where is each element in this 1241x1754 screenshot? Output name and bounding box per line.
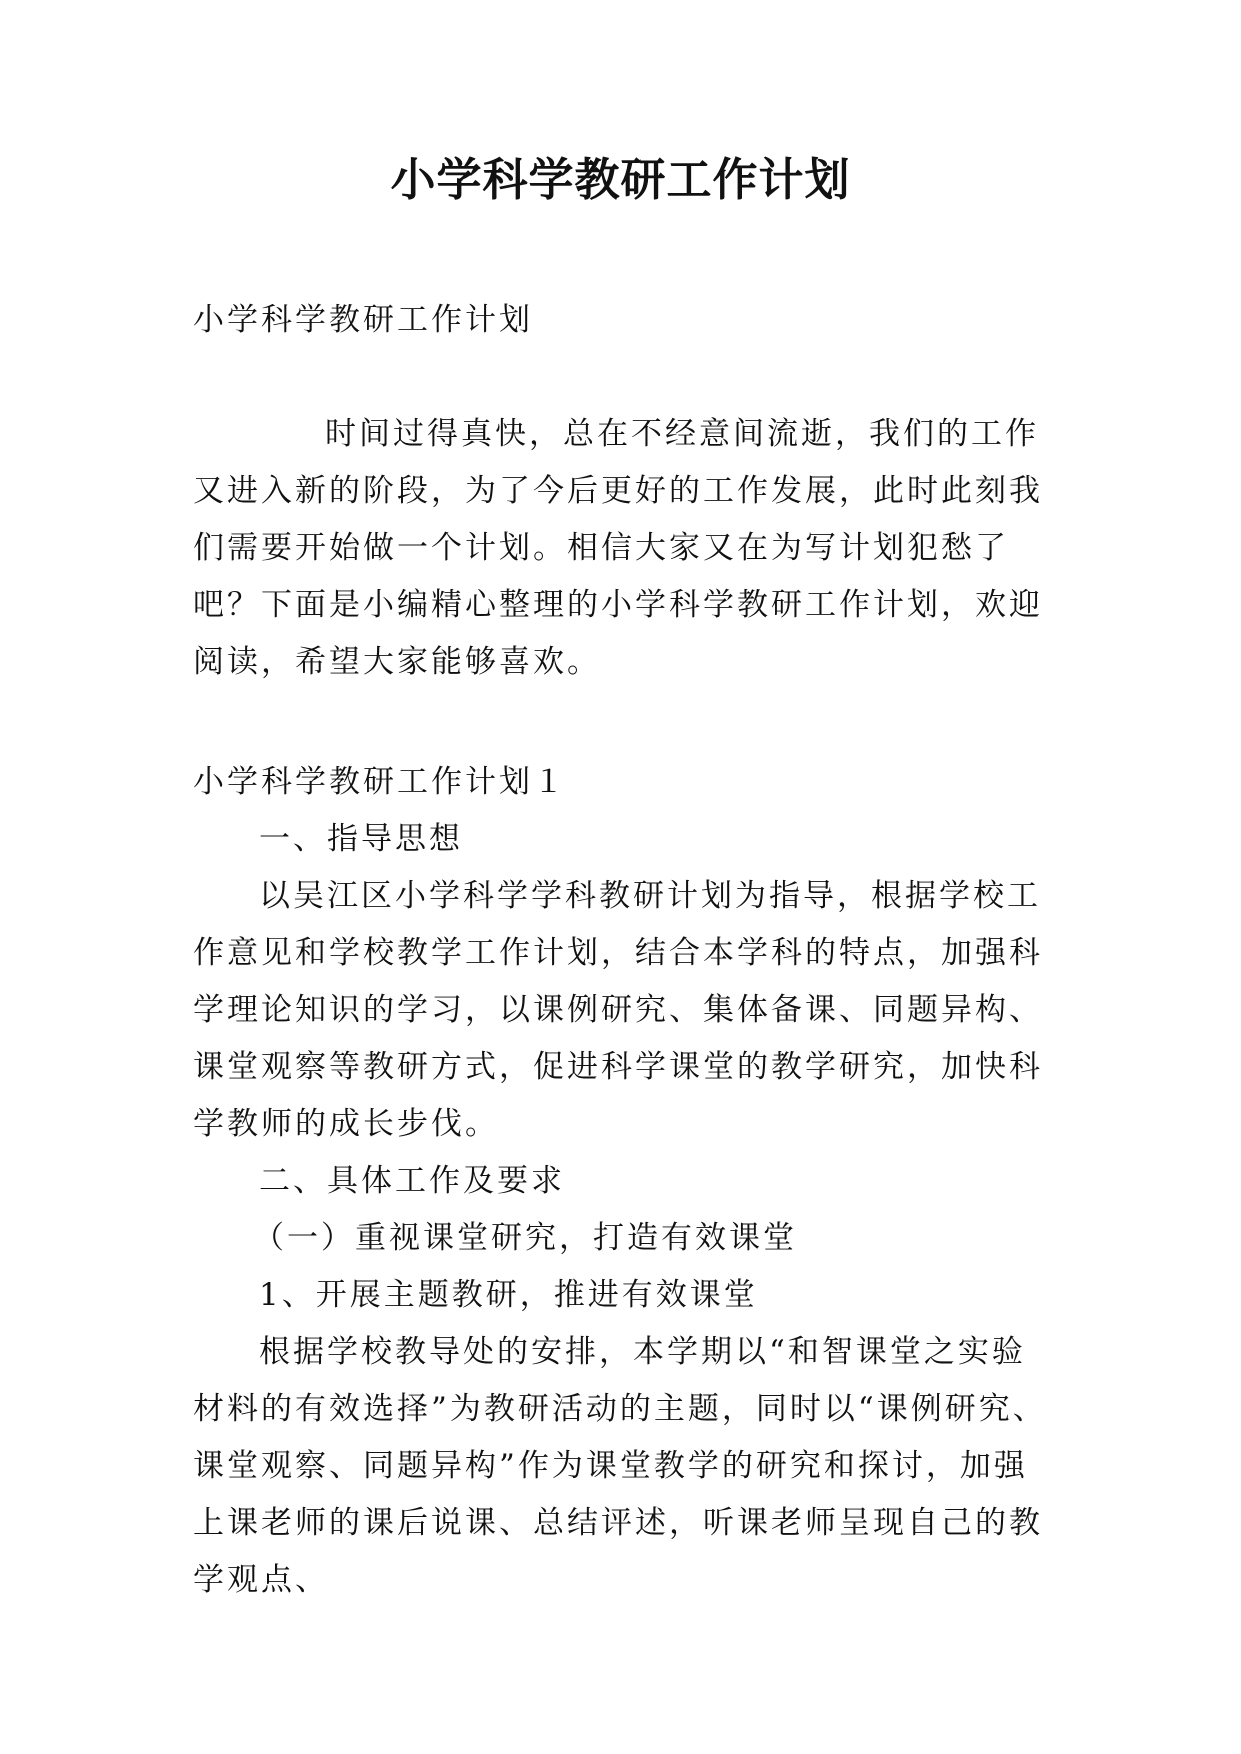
section-plan-1 xyxy=(193,754,1057,1609)
intro-paragraph: 时间过得真快，总在不经意间流逝，我们的工作又进入新的阶段，为了今后更好的工作发展，此时此刻我们需要开始做一个计划。相信大家又在为写计划犯愁了吧？下面是小编精心整理的小学科学教研工作计划，欢迎阅读，希望大家能够喜欢。 xyxy=(193,416,1043,680)
part2-heading: 二、具体工作及要求 xyxy=(259,1163,565,1199)
part1-paragraph: 以吴江区小学科学学科教研计划为指导，根据学校工作意见和学校教学工作计划，结合本学科的特点，加强科学理论知识的学习，以课例研究、集体备课、同题异构、课堂观察等教研方式，促进科学课堂的教学研究，加快科学教师的成长步伐。 xyxy=(193,878,1043,1142)
item1-paragraph: 根据学校教导处的安排，本学期以“和智课堂之实验材料的有效选择”为教研活动的主题，同时以“课例研究、课堂观察、同题异构”作为课堂教学的研究和探讨，加强上课老师的课后说课、总结评述，听课老师呈现自己的教学观点、 xyxy=(193,1334,1047,1598)
part1-heading: 一、指导思想 xyxy=(259,821,463,857)
document-title: 小学科学教研工作计划 xyxy=(390,153,851,206)
document-subtitle: 小学科学教研工作计划 xyxy=(193,302,533,338)
section-heading: 小学科学教研工作计划１ xyxy=(193,764,567,800)
item1-heading: 1、开展主题教研，推进有效课堂 xyxy=(259,1277,758,1313)
sub1-heading: （一）重视课堂研究，打造有效课堂 xyxy=(253,1220,797,1256)
